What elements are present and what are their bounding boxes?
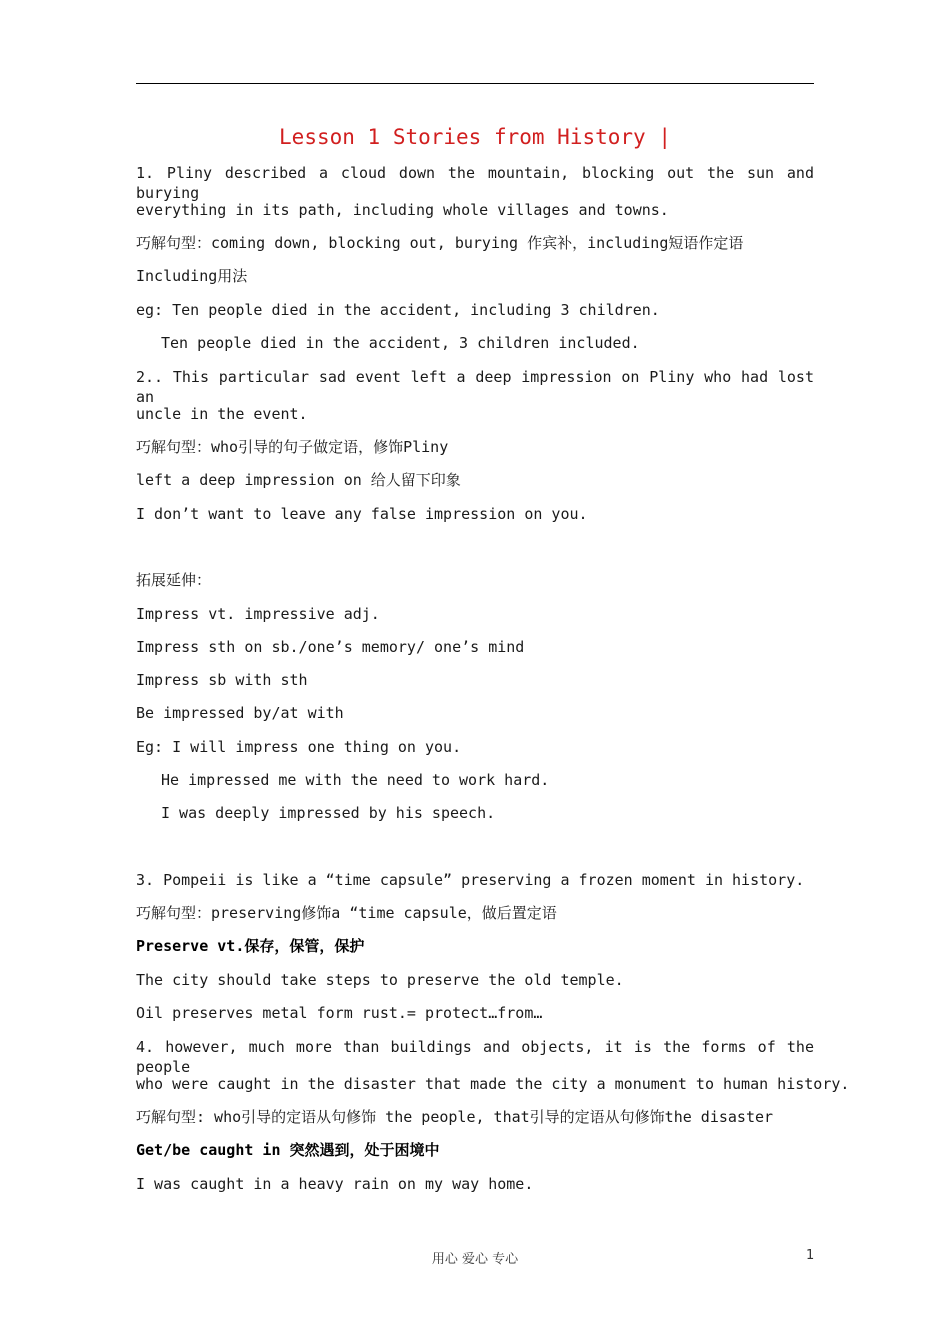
text-line: 巧解句型：who引导的句子做定语，修饰Pliny	[136, 438, 449, 456]
text-line: 3. Pompeii is like a “time capsule” preserving a frozen moment in history.	[136, 871, 805, 889]
text-line: who were caught in the disaster that made the city a monument to human history.	[136, 1075, 850, 1093]
text-line: Preserve vt.保存，保管，保护	[136, 937, 365, 955]
text-line: Oil preserves metal form rust.= protect…from…	[136, 1004, 543, 1022]
text-line: eg: Ten people died in the accident, including 3 children.	[136, 301, 660, 319]
text-line: 1. Pliny described a cloud down the mountain, blocking out the sun and burying	[136, 164, 814, 202]
text-line: left a deep impression on 给人留下印象	[136, 471, 461, 489]
text-line: 巧解句型: who引导的定语从句修饰 the people, that引导的定语从句修饰the disaster	[136, 1108, 774, 1126]
text-line: Ten people died in the accident, 3 children included.	[161, 334, 640, 352]
text-line: Including用法	[136, 267, 248, 285]
page-title: Lesson 1 Stories from History |	[279, 125, 671, 149]
text-line: 巧解句型：coming down, blocking out, burying 作宾补，including短语作定语	[136, 234, 744, 252]
text-line: I don’t want to leave any false impression on you.	[136, 505, 588, 523]
text-line: He impressed me with the need to work hard.	[161, 771, 550, 789]
text-line: Impress sb with sth	[136, 671, 308, 689]
text-line: uncle in the event.	[136, 405, 308, 423]
text-line: I was deeply impressed by his speech.	[161, 804, 496, 822]
text-line: Be impressed by/at with	[136, 704, 344, 722]
footer-text: 用心 爱心 专心	[431, 1252, 519, 1267]
page-number: 1	[806, 1248, 815, 1263]
text-line: The city should take steps to preserve the old temple.	[136, 971, 624, 989]
text-line: 巧解句型：preserving修饰a “time capsule，做后置定语	[136, 904, 557, 922]
text-line: everything in its path, including whole villages and towns.	[136, 201, 669, 219]
text-line: I was caught in a heavy rain on my way home.	[136, 1175, 534, 1193]
text-line: Get/be caught in 突然遇到，处于困境中	[136, 1141, 440, 1159]
text-line: Impress sth on sb./one’s memory/ one’s mind	[136, 638, 525, 656]
text-line: 拓展延伸：	[136, 571, 212, 589]
header-rule	[136, 83, 814, 84]
text-line: Eg: I will impress one thing on you.	[136, 738, 462, 756]
text-line: 4. however, much more than buildings and objects, it is the forms of the people	[136, 1038, 814, 1076]
text-line: Impress vt. impressive adj.	[136, 605, 380, 623]
text-line: 2.. This particular sad event left a deep impression on Pliny who had lost an	[136, 368, 814, 406]
